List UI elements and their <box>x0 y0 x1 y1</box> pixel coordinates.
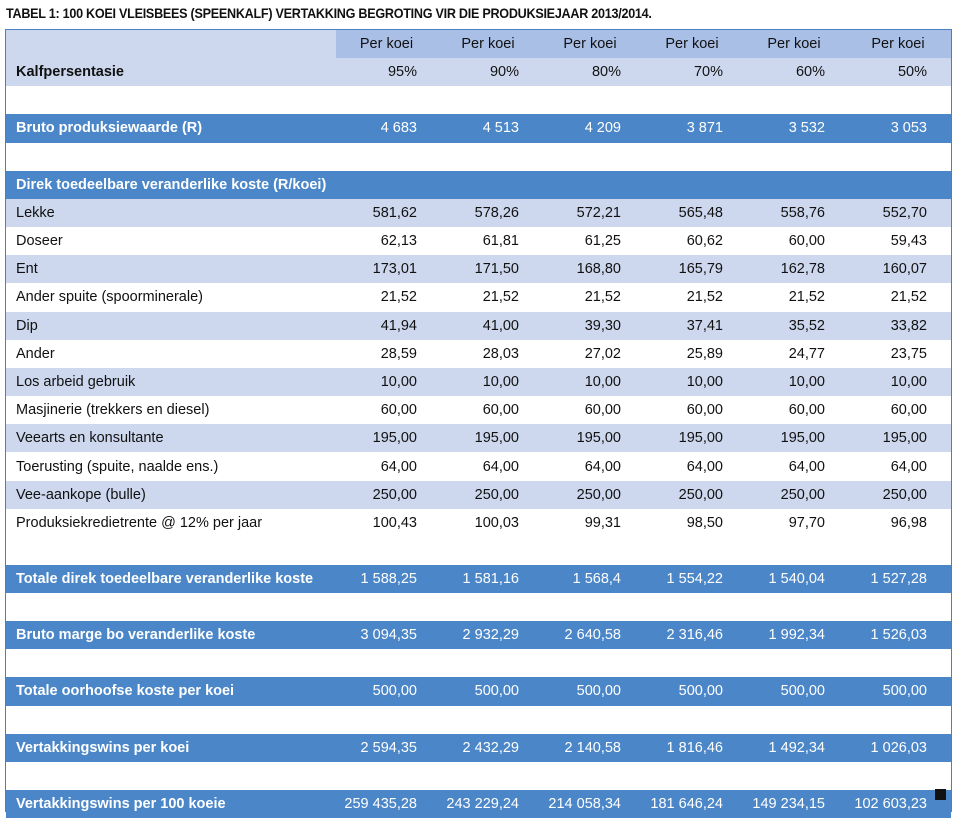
row-value-cell: 1 588,25 <box>336 565 437 593</box>
row-value-cell <box>539 86 641 114</box>
table-row <box>6 734 951 762</box>
row-value-cell: 60,00 <box>743 396 845 424</box>
table-row <box>6 509 951 537</box>
row-value-cell: 2 140,58 <box>539 734 641 762</box>
row-value-cell <box>336 762 437 790</box>
row-value-cell: 1 554,22 <box>641 565 743 593</box>
table-row <box>6 565 951 593</box>
row-value-cell <box>641 86 743 114</box>
row-value-cell: 3 871 <box>641 114 743 142</box>
row-label <box>6 706 336 734</box>
row-label <box>6 537 336 565</box>
spacer-row <box>6 706 951 734</box>
row-value-cell: 41,00 <box>437 312 539 340</box>
row-value-cell <box>845 762 951 790</box>
table-row <box>6 283 951 311</box>
row-value-cell: 21,52 <box>743 283 845 311</box>
row-value-cell: 100,03 <box>437 509 539 537</box>
row-value-cell <box>539 171 641 199</box>
row-value-cell: 21,52 <box>845 283 951 311</box>
row-value-cell: 171,50 <box>437 255 539 283</box>
row-value-cell: 4 513 <box>437 114 539 142</box>
row-value-cell: 64,00 <box>641 452 743 480</box>
row-value-cell: 195,00 <box>845 424 951 452</box>
row-value-cell: 1 540,04 <box>743 565 845 593</box>
row-label: Lekke <box>6 199 336 227</box>
row-value-cell: 250,00 <box>539 481 641 509</box>
row-value-cell <box>845 593 951 621</box>
row-value-cell <box>539 762 641 790</box>
row-value-cell <box>641 593 743 621</box>
row-value-cell <box>539 143 641 171</box>
row-value-cell: 70% <box>641 58 743 86</box>
row-value-cell <box>743 706 845 734</box>
table-row <box>6 255 951 283</box>
row-value-cell: 250,00 <box>845 481 951 509</box>
row-value-cell: 149 234,15 <box>743 790 845 818</box>
table-row <box>6 199 951 227</box>
end-of-table-mark <box>935 789 946 800</box>
row-value-cell: 4 683 <box>336 114 437 142</box>
row-value-cell <box>539 537 641 565</box>
table-row <box>6 677 951 705</box>
table-row <box>6 396 951 424</box>
row-value-cell: 195,00 <box>743 424 845 452</box>
row-value-cell <box>437 171 539 199</box>
spacer-row <box>6 593 951 621</box>
row-value-cell <box>437 143 539 171</box>
table-row <box>6 58 951 86</box>
row-value-cell: 21,52 <box>336 283 437 311</box>
table-row <box>6 424 951 452</box>
spacer-row <box>6 537 951 565</box>
row-label: Kalfpersentasie <box>6 58 336 86</box>
row-value-cell <box>336 593 437 621</box>
row-value-cell: 60,00 <box>845 396 951 424</box>
row-value-cell: 102 603,23 <box>845 790 951 818</box>
row-value-cell: 97,70 <box>743 509 845 537</box>
row-value-cell: 243 229,24 <box>437 790 539 818</box>
row-label: Direk toedeelbare veranderlike koste (R/koei) <box>6 171 336 199</box>
row-value-cell <box>743 649 845 677</box>
row-label: Toerusting (spuite, naalde ens.) <box>6 452 336 480</box>
row-value-cell: 64,00 <box>743 452 845 480</box>
column-header: Per koei <box>539 30 641 58</box>
row-value-cell: 250,00 <box>437 481 539 509</box>
row-value-cell: 61,25 <box>539 227 641 255</box>
row-value-cell: 1 568,4 <box>539 565 641 593</box>
row-value-cell <box>743 762 845 790</box>
row-value-cell: 195,00 <box>641 424 743 452</box>
row-value-cell <box>336 143 437 171</box>
row-label: Los arbeid gebruik <box>6 368 336 396</box>
row-value-cell: 64,00 <box>845 452 951 480</box>
row-value-cell: 500,00 <box>845 677 951 705</box>
row-value-cell: 500,00 <box>336 677 437 705</box>
header-corner-cell <box>6 30 336 58</box>
row-value-cell: 99,31 <box>539 509 641 537</box>
row-value-cell <box>845 537 951 565</box>
row-label: Vertakkingswins per 100 koeie <box>6 790 336 818</box>
spacer-row <box>6 762 951 790</box>
row-value-cell: 173,01 <box>336 255 437 283</box>
row-label: Veearts en konsultante <box>6 424 336 452</box>
table-row <box>6 171 951 199</box>
row-value-cell: 100,43 <box>336 509 437 537</box>
row-value-cell: 2 640,58 <box>539 621 641 649</box>
row-value-cell: 64,00 <box>539 452 641 480</box>
row-value-cell: 60,00 <box>336 396 437 424</box>
row-value-cell: 39,30 <box>539 312 641 340</box>
row-value-cell: 61,81 <box>437 227 539 255</box>
row-value-cell <box>641 143 743 171</box>
row-value-cell: 10,00 <box>641 368 743 396</box>
row-value-cell <box>845 171 951 199</box>
row-value-cell <box>845 86 951 114</box>
row-label: Ander spuite (spoorminerale) <box>6 283 336 311</box>
row-value-cell: 21,52 <box>539 283 641 311</box>
row-value-cell <box>336 537 437 565</box>
row-value-cell: 10,00 <box>437 368 539 396</box>
row-value-cell <box>641 537 743 565</box>
row-value-cell: 195,00 <box>539 424 641 452</box>
table-row <box>6 621 951 649</box>
row-value-cell: 1 492,34 <box>743 734 845 762</box>
column-header: Per koei <box>437 30 539 58</box>
row-value-cell <box>845 143 951 171</box>
row-value-cell <box>336 649 437 677</box>
row-value-cell: 162,78 <box>743 255 845 283</box>
row-label: Masjinerie (trekkers en diesel) <box>6 396 336 424</box>
row-value-cell: 10,00 <box>845 368 951 396</box>
row-value-cell: 60,00 <box>743 227 845 255</box>
row-value-cell <box>437 762 539 790</box>
row-value-cell: 4 209 <box>539 114 641 142</box>
row-value-cell: 95% <box>336 58 437 86</box>
row-value-cell: 24,77 <box>743 340 845 368</box>
row-value-cell: 250,00 <box>743 481 845 509</box>
row-label: Doseer <box>6 227 336 255</box>
row-value-cell: 90% <box>437 58 539 86</box>
row-value-cell <box>437 537 539 565</box>
column-header: Per koei <box>641 30 743 58</box>
row-value-cell: 581,62 <box>336 199 437 227</box>
table-row <box>6 368 951 396</box>
row-value-cell <box>743 143 845 171</box>
row-value-cell: 1 026,03 <box>845 734 951 762</box>
row-value-cell: 60,00 <box>437 396 539 424</box>
row-value-cell: 59,43 <box>845 227 951 255</box>
row-value-cell: 96,98 <box>845 509 951 537</box>
row-value-cell <box>336 706 437 734</box>
column-header: Per koei <box>743 30 845 58</box>
row-value-cell: 2 432,29 <box>437 734 539 762</box>
row-value-cell <box>641 171 743 199</box>
row-value-cell: 1 581,16 <box>437 565 539 593</box>
row-value-cell: 2 932,29 <box>437 621 539 649</box>
table-title: TABEL 1: 100 KOEI VLEISBEES (SPEENKALF) VERTAKKING BEGROTING VIR DIE PRODUKSIEJAAR 2013/2014. <box>6 5 652 21</box>
row-value-cell: 2 594,35 <box>336 734 437 762</box>
row-label: Vertakkingswins per koei <box>6 734 336 762</box>
row-value-cell: 62,13 <box>336 227 437 255</box>
row-value-cell: 10,00 <box>743 368 845 396</box>
row-value-cell: 37,41 <box>641 312 743 340</box>
row-label: Dip <box>6 312 336 340</box>
row-value-cell: 500,00 <box>641 677 743 705</box>
row-value-cell: 60,00 <box>641 396 743 424</box>
row-value-cell: 250,00 <box>641 481 743 509</box>
row-value-cell: 41,94 <box>336 312 437 340</box>
row-value-cell: 160,07 <box>845 255 951 283</box>
row-value-cell: 28,59 <box>336 340 437 368</box>
table-header-row <box>6 30 951 58</box>
column-header: Per koei <box>845 30 951 58</box>
row-value-cell <box>539 649 641 677</box>
row-label: Ent <box>6 255 336 283</box>
row-value-cell: 33,82 <box>845 312 951 340</box>
row-value-cell: 195,00 <box>437 424 539 452</box>
column-header: Per koei <box>336 30 437 58</box>
table-row <box>6 790 951 818</box>
row-value-cell: 28,03 <box>437 340 539 368</box>
row-value-cell: 168,80 <box>539 255 641 283</box>
row-value-cell <box>336 86 437 114</box>
table-row <box>6 114 951 142</box>
row-value-cell: 195,00 <box>336 424 437 452</box>
row-value-cell: 572,21 <box>539 199 641 227</box>
row-value-cell: 21,52 <box>641 283 743 311</box>
row-value-cell <box>437 593 539 621</box>
spacer-row <box>6 86 951 114</box>
table-row <box>6 312 951 340</box>
row-value-cell <box>743 171 845 199</box>
row-value-cell <box>437 649 539 677</box>
row-value-cell: 165,79 <box>641 255 743 283</box>
row-value-cell <box>539 593 641 621</box>
row-value-cell: 25,89 <box>641 340 743 368</box>
row-value-cell: 60% <box>743 58 845 86</box>
row-value-cell: 500,00 <box>743 677 845 705</box>
row-value-cell: 23,75 <box>845 340 951 368</box>
row-value-cell: 64,00 <box>336 452 437 480</box>
row-value-cell <box>641 762 743 790</box>
row-value-cell: 578,26 <box>437 199 539 227</box>
row-label: Totale direk toedeelbare veranderlike koste <box>6 565 336 593</box>
row-value-cell: 1 527,28 <box>845 565 951 593</box>
row-value-cell: 2 316,46 <box>641 621 743 649</box>
row-value-cell: 50% <box>845 58 951 86</box>
row-value-cell: 60,00 <box>539 396 641 424</box>
row-value-cell: 35,52 <box>743 312 845 340</box>
spacer-row <box>6 143 951 171</box>
row-value-cell: 259 435,28 <box>336 790 437 818</box>
row-value-cell: 80% <box>539 58 641 86</box>
row-value-cell: 214 058,34 <box>539 790 641 818</box>
row-label <box>6 649 336 677</box>
row-value-cell: 1 816,46 <box>641 734 743 762</box>
row-value-cell: 3 532 <box>743 114 845 142</box>
row-value-cell: 60,62 <box>641 227 743 255</box>
row-value-cell: 64,00 <box>437 452 539 480</box>
row-label: Totale oorhoofse koste per koei <box>6 677 336 705</box>
row-value-cell: 3 053 <box>845 114 951 142</box>
row-value-cell: 552,70 <box>845 199 951 227</box>
row-label <box>6 762 336 790</box>
row-value-cell <box>641 706 743 734</box>
row-value-cell: 500,00 <box>539 677 641 705</box>
row-value-cell: 250,00 <box>336 481 437 509</box>
row-label: Vee-aankope (bulle) <box>6 481 336 509</box>
row-value-cell: 3 094,35 <box>336 621 437 649</box>
row-value-cell <box>437 86 539 114</box>
row-value-cell: 10,00 <box>539 368 641 396</box>
row-value-cell: 98,50 <box>641 509 743 537</box>
row-value-cell <box>743 593 845 621</box>
row-value-cell <box>845 706 951 734</box>
row-label: Bruto marge bo veranderlike koste <box>6 621 336 649</box>
row-label: Ander <box>6 340 336 368</box>
row-value-cell: 21,52 <box>437 283 539 311</box>
row-value-cell <box>437 706 539 734</box>
row-value-cell: 558,76 <box>743 199 845 227</box>
row-value-cell: 10,00 <box>336 368 437 396</box>
row-value-cell <box>539 706 641 734</box>
table-row <box>6 452 951 480</box>
row-value-cell <box>743 537 845 565</box>
row-label <box>6 86 336 114</box>
row-value-cell <box>336 171 437 199</box>
row-label <box>6 593 336 621</box>
table-row <box>6 481 951 509</box>
row-value-cell <box>845 649 951 677</box>
spacer-row <box>6 649 951 677</box>
row-value-cell: 565,48 <box>641 199 743 227</box>
budget-table <box>6 30 951 818</box>
row-label: Bruto produksiewaarde (R) <box>6 114 336 142</box>
table-row <box>6 340 951 368</box>
row-label <box>6 143 336 171</box>
table-row <box>6 227 951 255</box>
row-label: Produksiekredietrente @ 12% per jaar <box>6 509 336 537</box>
row-value-cell: 1 992,34 <box>743 621 845 649</box>
row-value-cell: 27,02 <box>539 340 641 368</box>
row-value-cell <box>641 649 743 677</box>
row-value-cell: 1 526,03 <box>845 621 951 649</box>
row-value-cell <box>743 86 845 114</box>
row-value-cell: 181 646,24 <box>641 790 743 818</box>
row-value-cell: 500,00 <box>437 677 539 705</box>
